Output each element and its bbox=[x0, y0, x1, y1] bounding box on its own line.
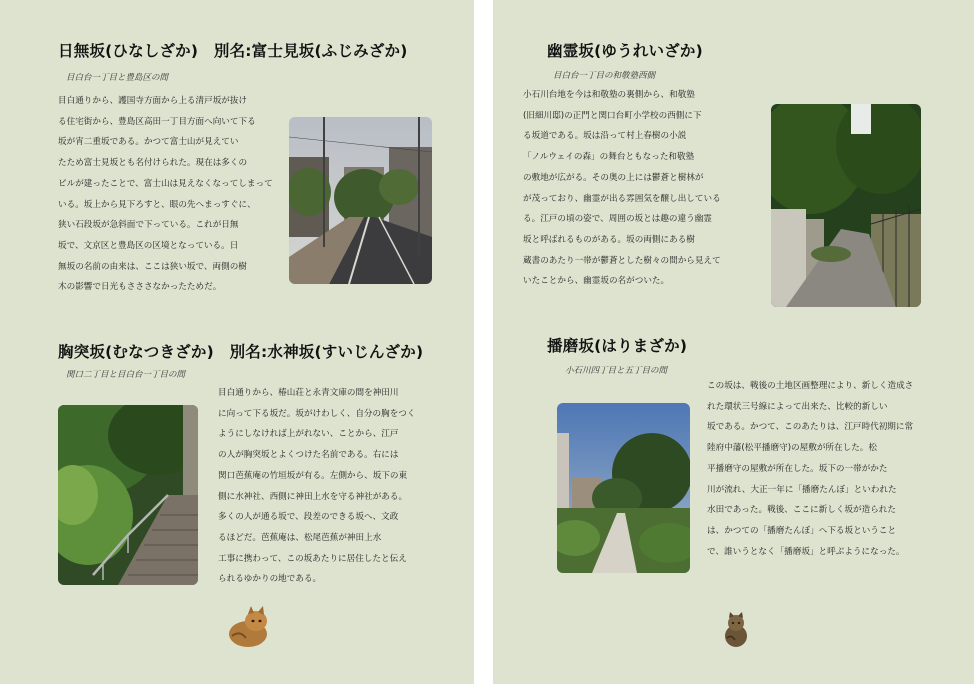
harima-zaka-text bbox=[707, 376, 933, 562]
text-line: 目白通りから、椿山荘と永青文庫の間を神田川 bbox=[218, 388, 399, 398]
text-line: 「ノルウェイの森」の舞台ともなった和敬塾 bbox=[523, 152, 695, 163]
munatsuki-zaka-photo bbox=[58, 405, 198, 585]
text-line: 関口芭蕉庵の竹垣坂が有る。左側から、坂下の東 bbox=[218, 470, 408, 481]
text-line: が茂っており、幽霊が出る雰囲気を醸し出している bbox=[523, 193, 721, 204]
cat-photo-icon bbox=[226, 606, 270, 648]
hinashi-zaka-location: 目白台一丁目と豊島区の間 bbox=[66, 73, 169, 83]
text-line: るほどだ。芭蕉庵は、松尾芭蕉が神田上水 bbox=[218, 532, 382, 543]
text-line: 多くの人が通る坂で、段差のできる坂へ、文政 bbox=[218, 512, 399, 523]
text-line: 平播磨守の屋敷が所在した。坂下の一帯がかた bbox=[707, 463, 888, 474]
text-line: 坂である。かつて、このあたりは、江戸時代初期に常 bbox=[707, 422, 914, 433]
text-line: 側に水神社、西側に神田上水を守る神社がある。 bbox=[218, 491, 408, 502]
text-line: 小石川台地を今は和敬塾の裏側から、和敬塾 bbox=[523, 90, 695, 100]
harima-zaka-location: 小石川四丁目と五丁目の間 bbox=[565, 366, 668, 376]
yurei-zaka-location: 目白台一丁目の和敬塾西側 bbox=[553, 71, 656, 81]
text-line: 目白通りから、護国寺方面から上る清戸坂が抜け bbox=[58, 96, 248, 106]
munatsuki-zaka-text bbox=[218, 383, 440, 590]
text-line: (旧細川邸)の正門と関口台町小学校の西側に下 bbox=[523, 110, 702, 121]
hinashi-zaka-title: 日無坂(ひなしざか) 別名:富士見坂(ふじみざか) bbox=[58, 42, 408, 60]
text-line: ビルが建ったことで、富士山は見えなくなってしまって bbox=[58, 178, 273, 189]
text-line: れた環状三号線によって出来た、比較的新しい bbox=[707, 401, 888, 412]
munatsuki-zaka-location: 関口二丁目と目白台一丁目の間 bbox=[66, 370, 186, 380]
harima-zaka-photo bbox=[557, 403, 690, 573]
text-line: 坂で、文京区と豊島区の区境となっている。日 bbox=[58, 240, 239, 251]
text-line: る坂道である。坂は沿って村上春樹の小説 bbox=[523, 131, 687, 142]
text-line: たため富士見坂とも名付けられた。現在は多くの bbox=[58, 158, 248, 169]
text-line: る住宅街から、豊島区高田一丁目方面へ向いて下る bbox=[58, 116, 256, 127]
text-line: 川が流れ、大正一年に「播磨たんぼ」といわれた bbox=[707, 484, 897, 495]
yurei-zaka-title: 幽霊坂(ゆうれいざか) bbox=[547, 42, 703, 60]
left-page bbox=[0, 0, 474, 684]
text-line: 坂と呼ばれるものがある。坂の両側にある樹 bbox=[523, 234, 695, 245]
yurei-zaka-text bbox=[523, 85, 755, 292]
yurei-zaka-photo bbox=[771, 104, 921, 307]
text-line: 木の影響で日光もさささなかったためだ。 bbox=[58, 282, 222, 293]
cat-photo-icon bbox=[721, 612, 751, 648]
munatsuki-zaka-title: 胸突坂(むなつきざか) 別名:水神坂(すいじんざか) bbox=[58, 343, 424, 361]
text-line: は、かつての「播磨たんぼ」へ下る坂ということ bbox=[707, 525, 897, 536]
text-line: 坂が宵二重坂である。かつて富士山が見えてい bbox=[58, 137, 239, 148]
text-line: この坂は、戦後の土地区画整理により、新しく造成さ bbox=[707, 381, 914, 391]
text-line: で、誰いうとなく「播磨坂」と呼ぶようになった。 bbox=[707, 546, 905, 557]
text-line: る。江戸の頃の姿で、周囲の坂とは趣の違う幽霊 bbox=[523, 214, 712, 225]
text-line: ようにしなければ上がれない、ことから、江戸 bbox=[218, 429, 399, 440]
harima-zaka-title: 播磨坂(はりまざか) bbox=[547, 337, 688, 355]
text-line: の敷地が広がる。その奥の上には鬱蒼と樹林が bbox=[523, 172, 704, 183]
text-line: に向って下る坂だ。坂がけわしく、自分の胸をつく bbox=[218, 408, 416, 419]
text-line: いたことから、幽霊坂の名がついた。 bbox=[523, 276, 670, 287]
text-line: 工事に携わって、この坂あたりに居住したと伝え bbox=[218, 553, 407, 564]
text-line: 水田であった。戦後、ここに新しく坂が造られた bbox=[707, 505, 896, 516]
text-line: られるゆかりの地である。 bbox=[218, 574, 322, 585]
text-line: の人が胸突坂とよくつけた名前である。右には bbox=[218, 450, 399, 461]
text-line: 狭い石段坂が急斜面で下っている。これが日無 bbox=[58, 220, 239, 231]
hinashi-zaka-photo bbox=[289, 117, 432, 284]
text-line: 蔵書のあたり一帯が鬱蒼とした樹々の間から見えて bbox=[523, 255, 721, 266]
right-page bbox=[493, 0, 974, 684]
text-line: 陸府中藩(松平播磨守)の屋敷が所在した。松 bbox=[707, 443, 877, 454]
hinashi-zaka-text bbox=[58, 91, 276, 298]
text-line: 無坂の名前の由来は、ここは狭い坂で、両側の樹 bbox=[58, 261, 247, 272]
text-line: いる。坂上から見下ろすと、眼の先へまっすぐに、 bbox=[58, 199, 256, 210]
